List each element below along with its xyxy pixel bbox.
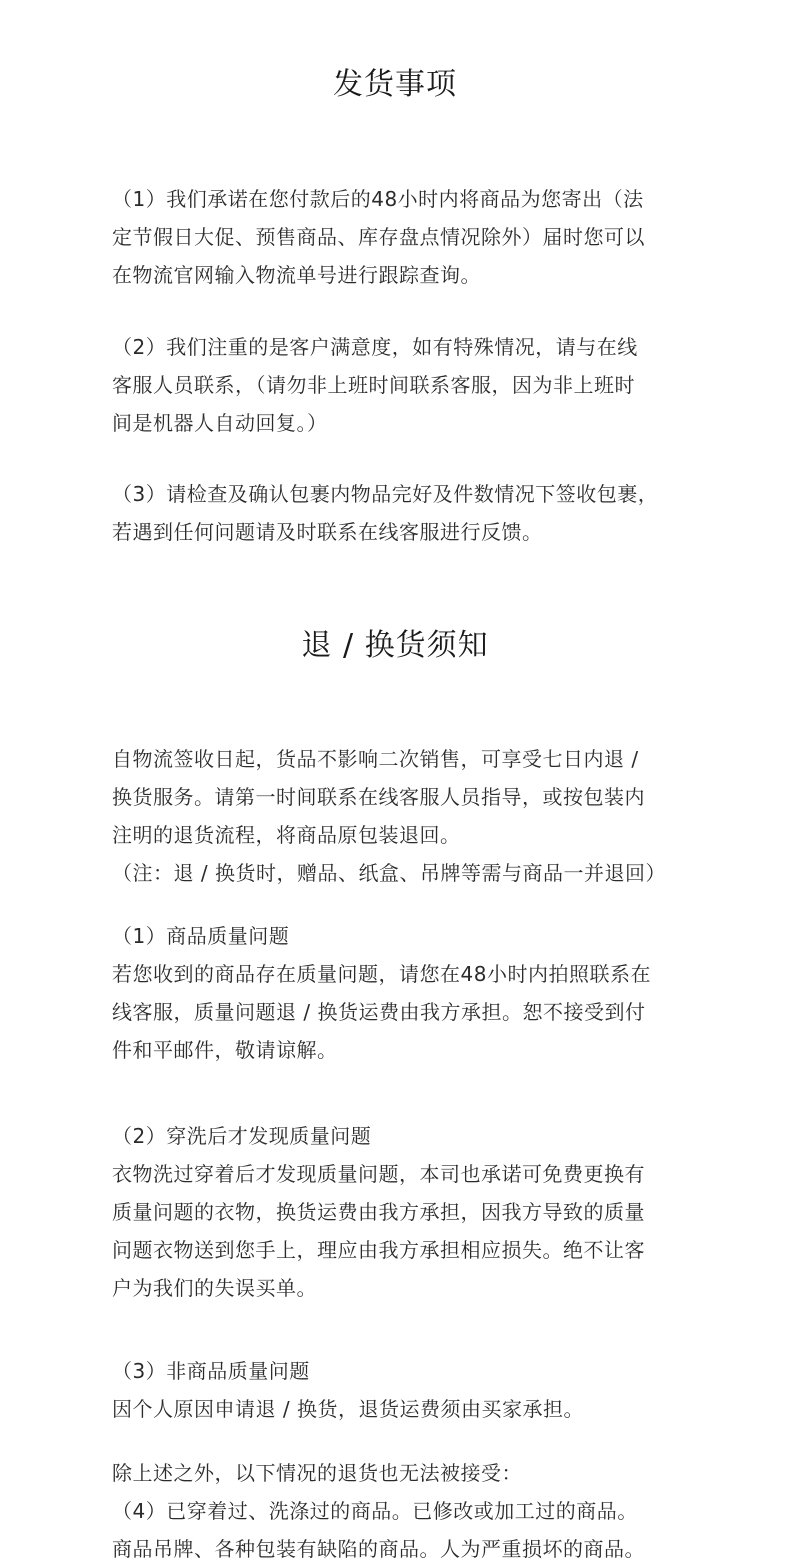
text-line: 件和平邮件，敬请谅解。 [112, 1038, 338, 1062]
text-line: 因个人原因申请退 / 换货，退货运费须由买家承担。 [112, 1397, 584, 1421]
shipping-item-1 [112, 180, 692, 294]
text-line: （4）已穿着过、洗涤过的商品。已修改或加工过的商品。 [112, 1499, 638, 1523]
text-line: 客服人员联系，（请勿非上班时间联系客服，因为非上班时 [112, 373, 635, 397]
text-line: 自物流签收日起，货品不影响二次销售，可享受七日内退 / [112, 747, 639, 771]
text-line: 除上述之外，以下情况的退货也无法被接受： [112, 1461, 522, 1485]
text-line: 在物流官网输入物流单号进行跟踪查询。 [112, 263, 481, 287]
returns-exceptions [112, 1454, 692, 1568]
returns-item-1 [112, 917, 692, 1069]
text-line: 若遇到任何问题请及时联系在线客服进行反馈。 [112, 520, 543, 544]
text-line: 问题衣物送到您手上，理应由我方承担相应损失。绝不让客 [112, 1238, 645, 1262]
item-heading: （2）穿洗后才发现质量问题 [112, 1124, 372, 1148]
shipping-item-2 [112, 328, 692, 442]
text-line: 户为我们的失误买单。 [112, 1276, 317, 1300]
text-line: 若您收到的商品存在质量问题，请您在48小时内拍照联系在 [112, 962, 651, 986]
text-line: 定节假日大促、预售商品、库存盘点情况除外）届时您可以 [112, 225, 645, 249]
text-line: 换货服务。请第一时间联系在线客服人员指导，或按包装内 [112, 785, 645, 809]
text-line: 衣物洗过穿着后才发现质量问题，本司也承诺可免费更换有 [112, 1162, 645, 1186]
text-line: （2）我们注重的是客户满意度，如有特殊情况，请与在线 [112, 335, 638, 359]
shipping-item-3 [112, 475, 692, 551]
text-line: 线客服，质量问题退 / 换货运费由我方承担。恕不接受到付 [112, 1000, 646, 1024]
text-line: 间是机器人自动回复。） [112, 411, 328, 435]
item-heading: （3）非商品质量问题 [112, 1359, 310, 1383]
returns-item-2 [112, 1117, 692, 1307]
returns-title: 退 / 换货须知 [301, 628, 489, 663]
text-line: 质量问题的衣物，换货运费由我方承担，因我方导致的质量 [112, 1200, 645, 1224]
text-line: （3）请检查及确认包裹内物品完好及件数情况下签收包裹， [112, 482, 659, 506]
text-line: （1）我们承诺在您付款后的48小时内将商品为您寄出（法 [112, 187, 644, 211]
text-line: 商品吊牌、各种包装有缺陷的商品。人为严重损坏的商品。 [112, 1537, 645, 1561]
text-line: （注：退 / 换货时，赠品、纸盒、吊牌等需与商品一并退回） [112, 861, 666, 885]
returns-item-3 [112, 1352, 692, 1428]
shipping-title: 发货事项 [333, 67, 457, 102]
returns-intro [112, 740, 692, 892]
text-line: 注明的退货流程，将商品原包装退回。 [112, 823, 461, 847]
item-heading: （1）商品质量问题 [112, 924, 290, 948]
